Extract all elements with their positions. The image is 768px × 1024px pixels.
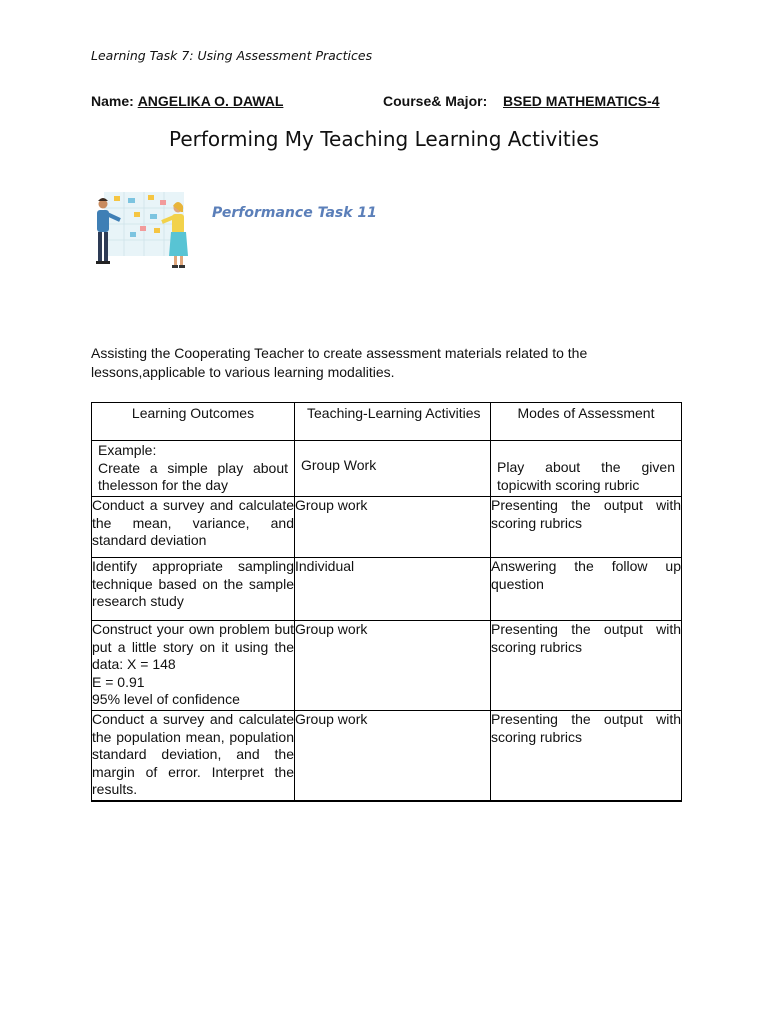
assessment-table bbox=[91, 402, 682, 802]
header-label: Teaching-Learning Activities bbox=[307, 405, 481, 421]
table-header-row bbox=[92, 403, 682, 441]
header-teaching-activities bbox=[295, 403, 491, 441]
assessment-text: Answering the follow up question bbox=[491, 558, 681, 592]
course-value: BSED MATHEMATICS-4 bbox=[503, 93, 660, 109]
activity-cell bbox=[295, 711, 491, 802]
assessment-cell bbox=[491, 558, 682, 621]
header-learning-outcomes bbox=[92, 403, 295, 441]
assessment-cell bbox=[491, 497, 682, 558]
activity-cell bbox=[295, 558, 491, 621]
table-row bbox=[92, 497, 682, 558]
assessment-text: Presenting the output with scoring rubrics bbox=[491, 711, 681, 745]
page-title: Performing My Teaching Learning Activities bbox=[169, 127, 599, 151]
name-label: Name: bbox=[91, 93, 134, 109]
outcome-cell bbox=[92, 711, 295, 802]
example-assessment-cell bbox=[491, 441, 682, 497]
activity-text: Individual bbox=[295, 558, 355, 574]
course-label: Course& Major: bbox=[383, 93, 488, 109]
assessment-cell bbox=[491, 711, 682, 802]
task-title: Learning Task 7: Using Assessment Practices bbox=[91, 48, 373, 63]
outcome-text: Construct your own problem but put a little story on it using the data: X = 148 bbox=[92, 621, 294, 672]
activity-cell bbox=[295, 621, 491, 711]
example-activity-cell bbox=[295, 441, 491, 497]
activity-text: Group work bbox=[295, 497, 368, 513]
table-row bbox=[92, 621, 682, 711]
activity-text: Group work bbox=[295, 711, 368, 727]
activity-text: Group work bbox=[295, 621, 368, 637]
outcome-cell bbox=[92, 497, 295, 558]
outcome-text: Identify appropriate sampling technique based on the sample research study bbox=[92, 558, 294, 609]
outcome-text-line: E = 0.91 bbox=[92, 673, 145, 690]
outcome-cell bbox=[92, 558, 295, 621]
teamwork-illustration bbox=[90, 186, 192, 274]
outcome-text: Conduct a survey and calculate the population mean, population standard deviation, and the margin of error. Interpret the results. bbox=[92, 711, 294, 797]
intro-text: Assisting the Cooperating Teacher to create assessment materials related to the lessons,applicable to various learning modalities. bbox=[91, 345, 588, 380]
name-value: ANGELIKA O. DAWAL bbox=[137, 93, 284, 109]
header-label: Modes of Assessment bbox=[517, 405, 655, 421]
outcome-text: Conduct a survey and calculate the mean, variance, and standard deviation bbox=[92, 497, 294, 548]
example-label: Example: bbox=[98, 442, 157, 458]
name-course-row bbox=[91, 93, 660, 109]
table-row bbox=[92, 711, 682, 802]
table-row bbox=[92, 558, 682, 621]
outcome-cell bbox=[92, 621, 295, 711]
outcome-text-line: 95% level of confidence bbox=[92, 691, 240, 707]
example-outcome-text: Create a simple play about thelesson for the day bbox=[98, 459, 288, 493]
example-row bbox=[92, 441, 682, 497]
performance-task-label: Performance Task 11 bbox=[212, 205, 377, 221]
activity-cell bbox=[295, 497, 491, 558]
example-outcome-cell bbox=[92, 441, 295, 497]
example-activity: Group Work bbox=[301, 457, 377, 473]
assessment-text: Presenting the output with scoring rubrics bbox=[491, 497, 681, 531]
assessment-text: Presenting the output with scoring rubrics bbox=[491, 621, 681, 655]
header-modes-assessment bbox=[491, 403, 682, 441]
example-assessment: Play about the given topicwith scoring rubric bbox=[497, 459, 675, 493]
example-outcome bbox=[92, 441, 294, 496]
assessment-cell bbox=[491, 621, 682, 711]
header-label: Learning Outcomes bbox=[131, 405, 255, 421]
